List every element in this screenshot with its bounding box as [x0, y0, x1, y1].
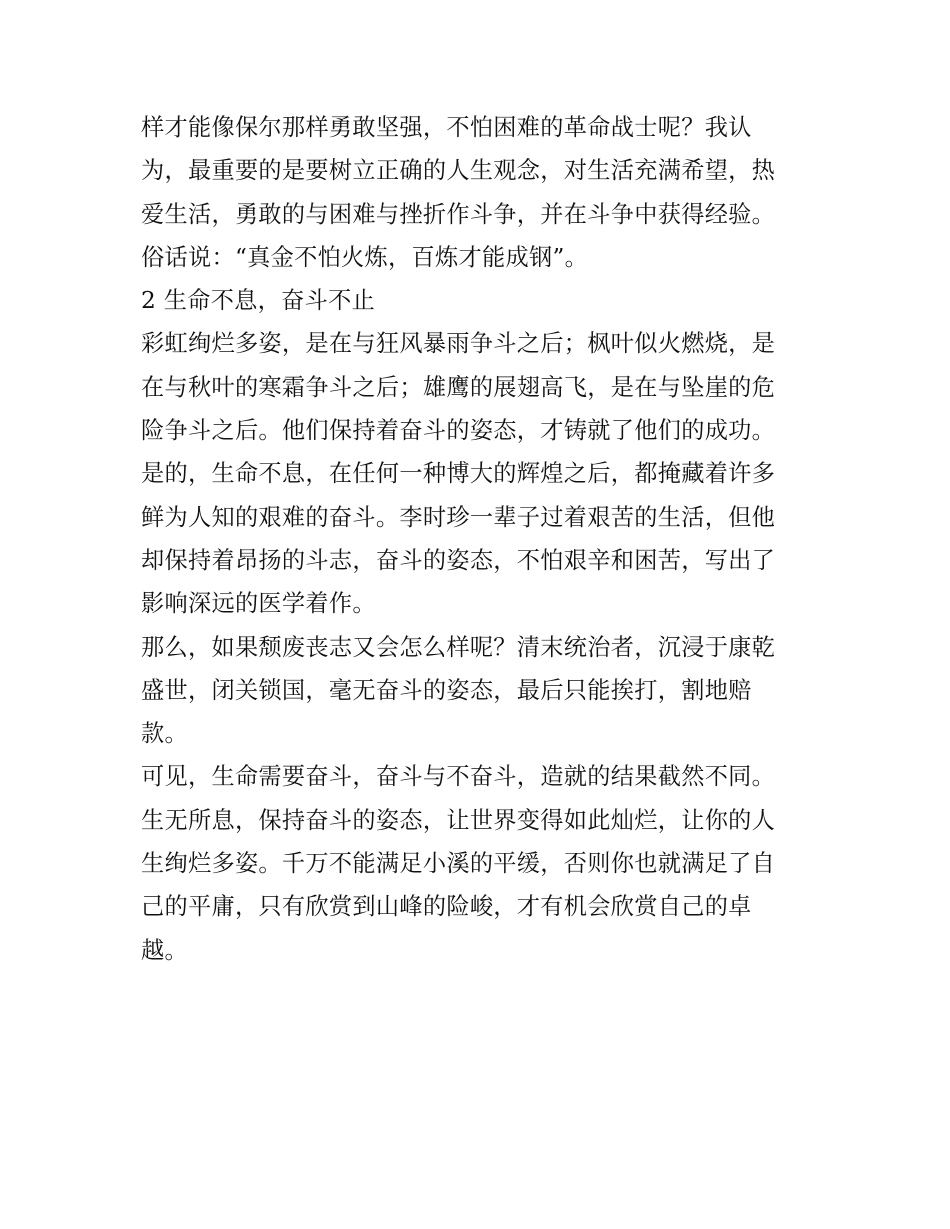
document-body	[141, 106, 821, 972]
text-line: 却保持着昂扬的斗志，奋斗的姿态，不怕艰辛和困苦，写出了	[141, 546, 776, 574]
text-line: 爱生活，勇敢的与困难与挫折作斗争，并在斗争中获得经验。	[141, 200, 776, 228]
text-line: 样才能像保尔那样勇敢坚强，不怕困难的革命战士呢？我认	[141, 114, 752, 141]
text-line: 在与秋叶的寒霜争斗之后；雄鹰的展翅高飞，是在与坠崖的危	[141, 373, 776, 401]
text-line: 鲜为人知的艰难的奋斗。李时珍一辈子过着艰苦的生活，但他	[141, 503, 776, 531]
text-line: 那么，如果颓废丧志又会怎么样呢？清末统治者，沉浸于康乾	[141, 633, 776, 661]
text-line: 是的，生命不息，在任何一种博大的辉煌之后，都掩藏着许多	[141, 460, 776, 488]
text-line: 险争斗之后。他们保持着奋斗的姿态，才铸就了他们的成功。	[141, 417, 776, 445]
text-line: 盛世，闭关锁国，毫无奋斗的姿态，最后只能挨打，割地赔	[141, 676, 752, 704]
text-line: 影响深远的医学着作。	[141, 590, 376, 618]
text-line: 彩虹绚烂多姿，是在与狂风暴雨争斗之后；枫叶似火燃烧，是	[141, 330, 776, 358]
text-line: 生绚烂多姿。千万不能满足小溪的平缓，否则你也就满足了自	[141, 850, 776, 878]
text-line: 款。	[141, 720, 188, 748]
text-line: 可见，生命需要奋斗，奋斗与不奋斗，造就的结果截然不同。	[141, 763, 776, 791]
text-line: 生无所息，保持奋斗的姿态，让世界变得如此灿烂，让你的人	[141, 806, 776, 834]
text-line: 为，最重要的是要树立正确的人生观念，对生活充满希望，热	[141, 157, 776, 185]
text-line: 己的平庸，只有欣赏到山峰的险峻，才有机会欣赏自己的卓	[141, 893, 752, 921]
section-heading: 2 生命不息，奋斗不止	[141, 287, 376, 315]
text-line: 俗话说：“真金不怕火炼，百炼才能成钢”。	[141, 243, 589, 271]
text-line: 越。	[141, 936, 188, 964]
